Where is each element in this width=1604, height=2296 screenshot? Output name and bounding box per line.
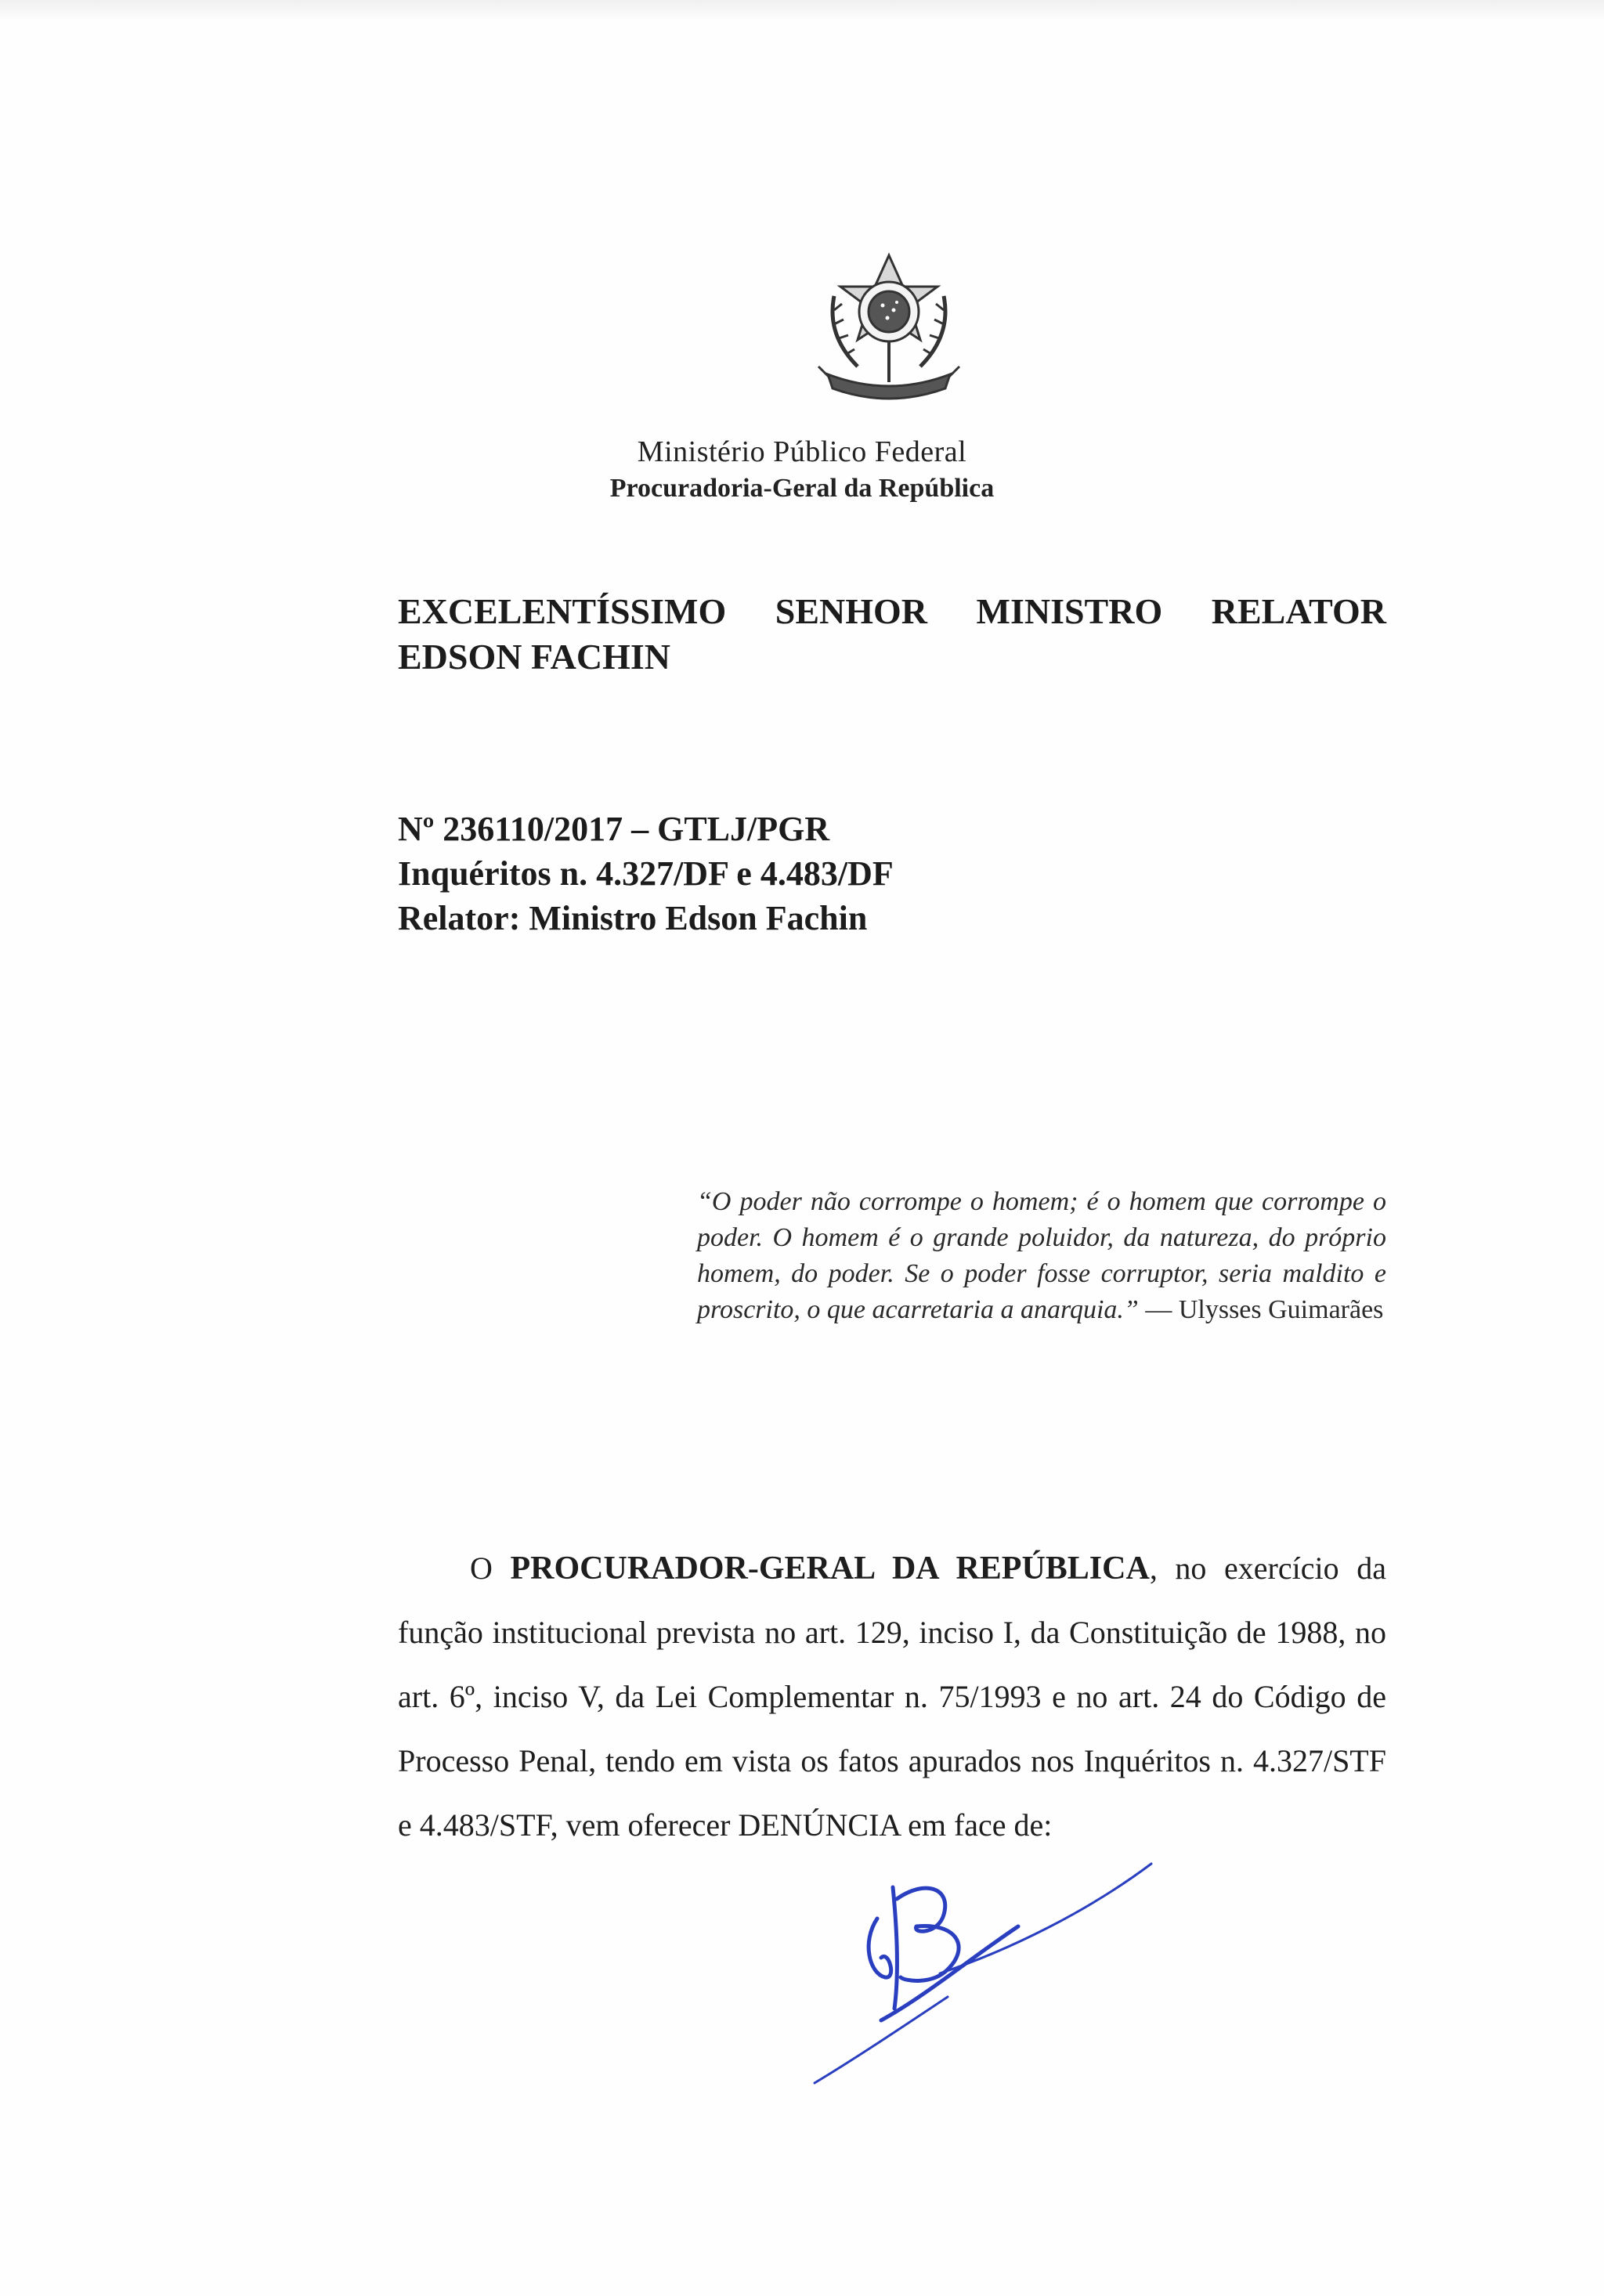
quote-author: — Ulysses Guimarães xyxy=(1138,1295,1384,1324)
epigraph-quote xyxy=(697,1184,1386,1328)
scan-edge xyxy=(0,0,1604,22)
body-lead: O xyxy=(470,1551,511,1586)
addressee-line-2: EDSON FACHIN xyxy=(398,637,671,677)
body-paragraph xyxy=(398,1536,1386,1857)
case-references xyxy=(398,807,894,940)
addressee-line-1: EXCELENTÍSSIMO SENHOR MINISTRO RELATOR xyxy=(398,591,1386,631)
document-number: Nº 236110/2017 – GTLJ/PGR xyxy=(398,810,830,848)
quote-text: “O poder não corrompe o homem; é o homem que corrompe o poder. O homem é o grande poluidor, da natureza, do próprio homem, do poder. Se o poder fosse corruptor, seria maldito e proscrito, o que acarretaria a anarquia.” xyxy=(697,1187,1386,1324)
body-subject: PROCURADOR-GERAL DA REPÚBLICA xyxy=(510,1551,1150,1587)
brazil-coat-of-arms-icon xyxy=(811,249,967,410)
organization-unit: Procuradoria-Geral da República xyxy=(609,474,995,503)
rapporteur: Relator: Ministro Edson Fachin xyxy=(398,899,868,937)
handwritten-signature xyxy=(807,1840,1183,2099)
organization-name: Ministério Público Federal xyxy=(637,435,967,468)
body-text: , no exercício da função institucional prevista no art. 129, inciso I, da Constituição de 1988, no art. 6º, inciso V, da Lei Complementar n. 75/1993 e no art. 24 do Código de Processo Penal, tendo em vista os fatos apurados nos Inquéritos n. 4.327/STF e 4.483/STF, vem oferecer DENÚNCIA em face de: xyxy=(398,1551,1386,1843)
inquiries-reference: Inquéritos n. 4.327/DF e 4.483/DF xyxy=(398,854,894,893)
